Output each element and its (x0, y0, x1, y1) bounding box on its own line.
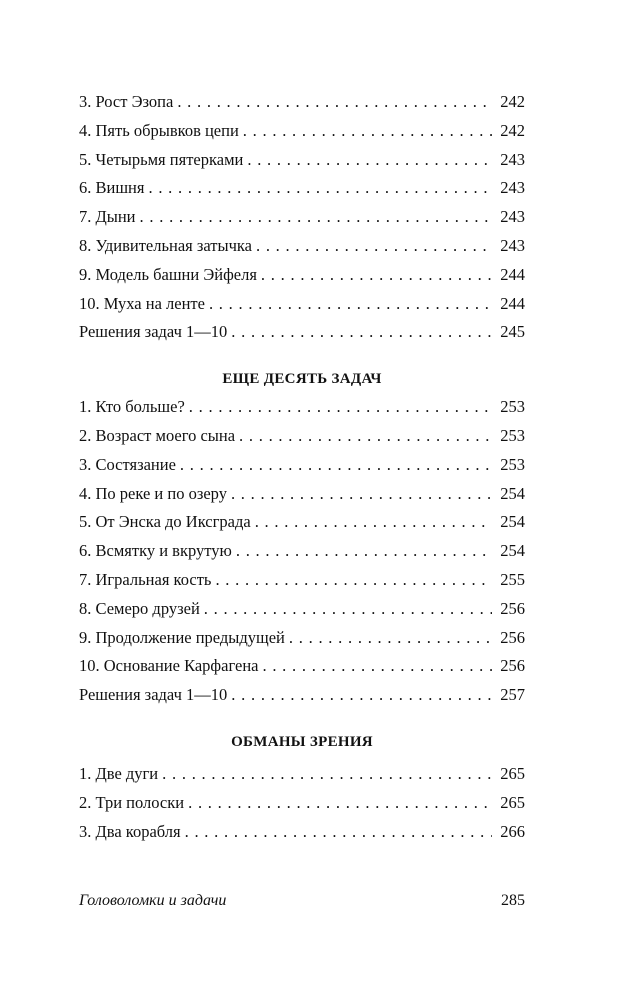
toc-entry (79, 595, 525, 624)
page-footer (79, 892, 525, 910)
section-heading: ОБМАНЫ ЗРЕНИЯ (231, 733, 373, 750)
entry-title: 8. Семеро друзей (79, 598, 200, 618)
entry-title: Решения задач 1—10 (79, 685, 228, 705)
entry-title: 1. Две дуги (79, 763, 159, 783)
toc-entry (79, 232, 525, 261)
entry-page: 256 (500, 598, 525, 618)
entry-page: 243 (500, 149, 525, 169)
leader-dots (289, 624, 492, 653)
entry-page: 242 (500, 92, 525, 111)
entry-title: 1. Кто больше? (79, 397, 185, 417)
leader-dots (236, 537, 492, 566)
leader-dots (247, 146, 492, 175)
toc-entry (79, 290, 525, 319)
entry-page: 242 (500, 120, 525, 140)
entry-title: 3. Два корабля (79, 821, 181, 841)
toc-entry (79, 818, 525, 847)
entry-title: 6. Вишня (79, 178, 145, 198)
toc-entry (79, 422, 525, 451)
entry-title: 5. От Энска до Иксграда (79, 512, 251, 532)
entry-page: 255 (500, 569, 525, 589)
leader-dots (255, 508, 493, 537)
toc-entry (79, 508, 525, 537)
entry-title: 2. Три полоски (79, 792, 185, 812)
section-heading: ЕЩЕ ДЕСЯТЬ ЗАДАЧ (222, 371, 382, 388)
toc-entry (79, 318, 525, 347)
entry-title: 8. Удивительная затычка (79, 235, 252, 255)
leader-dots (148, 174, 492, 203)
entry-page: 243 (500, 178, 525, 198)
leader-dots (256, 232, 492, 261)
entry-page: 243 (500, 207, 525, 227)
toc-entry (79, 537, 525, 566)
toc-section (79, 88, 525, 347)
leader-dots (231, 681, 492, 710)
toc-entry (79, 146, 525, 175)
entry-page: 256 (500, 627, 525, 647)
leader-dots (215, 566, 492, 595)
entry-page: 245 (500, 322, 525, 342)
leader-dots (162, 760, 492, 789)
entry-title: Решения задач 1—10 (79, 322, 228, 342)
entry-title: 9. Модель башни Эйфеля (79, 264, 257, 284)
toc-entry (79, 566, 525, 595)
entry-page: 254 (500, 541, 525, 561)
toc-entry (79, 652, 525, 681)
entry-page: 265 (500, 763, 525, 783)
leader-dots (140, 203, 493, 232)
leader-dots (262, 652, 492, 681)
toc-entry (79, 480, 525, 509)
toc-section (79, 728, 525, 846)
leader-dots (204, 595, 492, 624)
toc-section (79, 365, 525, 710)
entry-title: 3. Состязание (79, 454, 176, 474)
entry-page: 243 (500, 235, 525, 255)
leader-dots (180, 451, 492, 480)
leader-dots (189, 393, 492, 422)
leader-dots (188, 789, 492, 818)
entry-title: 4. По реке и по озеру (79, 483, 227, 503)
entry-page: 253 (500, 397, 525, 417)
leader-dots (177, 88, 492, 117)
entry-page: 257 (500, 685, 525, 705)
entry-page: 254 (500, 512, 525, 532)
leader-dots (261, 261, 492, 290)
entry-title: 7. Игральная кость (79, 569, 212, 589)
leader-dots (243, 117, 492, 146)
table-of-contents (79, 88, 525, 846)
leader-dots (209, 290, 492, 319)
entry-page: 253 (500, 454, 525, 474)
leader-dots (231, 480, 492, 509)
entry-title: 4. Пять обрывков цепи (79, 120, 239, 140)
entry-page: 253 (500, 425, 525, 445)
running-title: Головоломки и задачи (79, 892, 227, 909)
toc-entry (79, 117, 525, 146)
toc-entry (79, 203, 525, 232)
entry-title: 10. Основание Карфагена (79, 656, 259, 676)
toc-entry (79, 88, 525, 117)
entry-page: 265 (500, 792, 525, 812)
toc-entry (79, 624, 525, 653)
entry-title: 5. Четырьмя пятерками (79, 149, 244, 169)
entry-title: 2. Возраст моего сына (79, 425, 236, 445)
leader-dots (231, 318, 492, 347)
page-number: 285 (501, 892, 525, 909)
entry-page: 254 (500, 483, 525, 503)
leader-dots (239, 422, 492, 451)
entry-page: 266 (500, 821, 525, 841)
leader-dots (185, 818, 493, 847)
entry-title: 3. Рост Эзопа (79, 92, 174, 111)
entry-title: 10. Муха на ленте (79, 293, 205, 313)
entry-page: 244 (500, 293, 525, 313)
toc-entry (79, 261, 525, 290)
toc-entry (79, 760, 525, 789)
toc-entry (79, 393, 525, 422)
toc-entry (79, 789, 525, 818)
entry-title: 9. Продолжение предыдущей (79, 627, 285, 647)
toc-entry (79, 451, 525, 480)
toc-entry (79, 174, 525, 203)
entry-page: 256 (500, 656, 525, 676)
toc-entry (79, 681, 525, 710)
entry-page: 244 (500, 264, 525, 284)
entry-title: 6. Всмятку и вкрутую (79, 541, 232, 561)
entry-title: 7. Дыни (79, 207, 136, 227)
